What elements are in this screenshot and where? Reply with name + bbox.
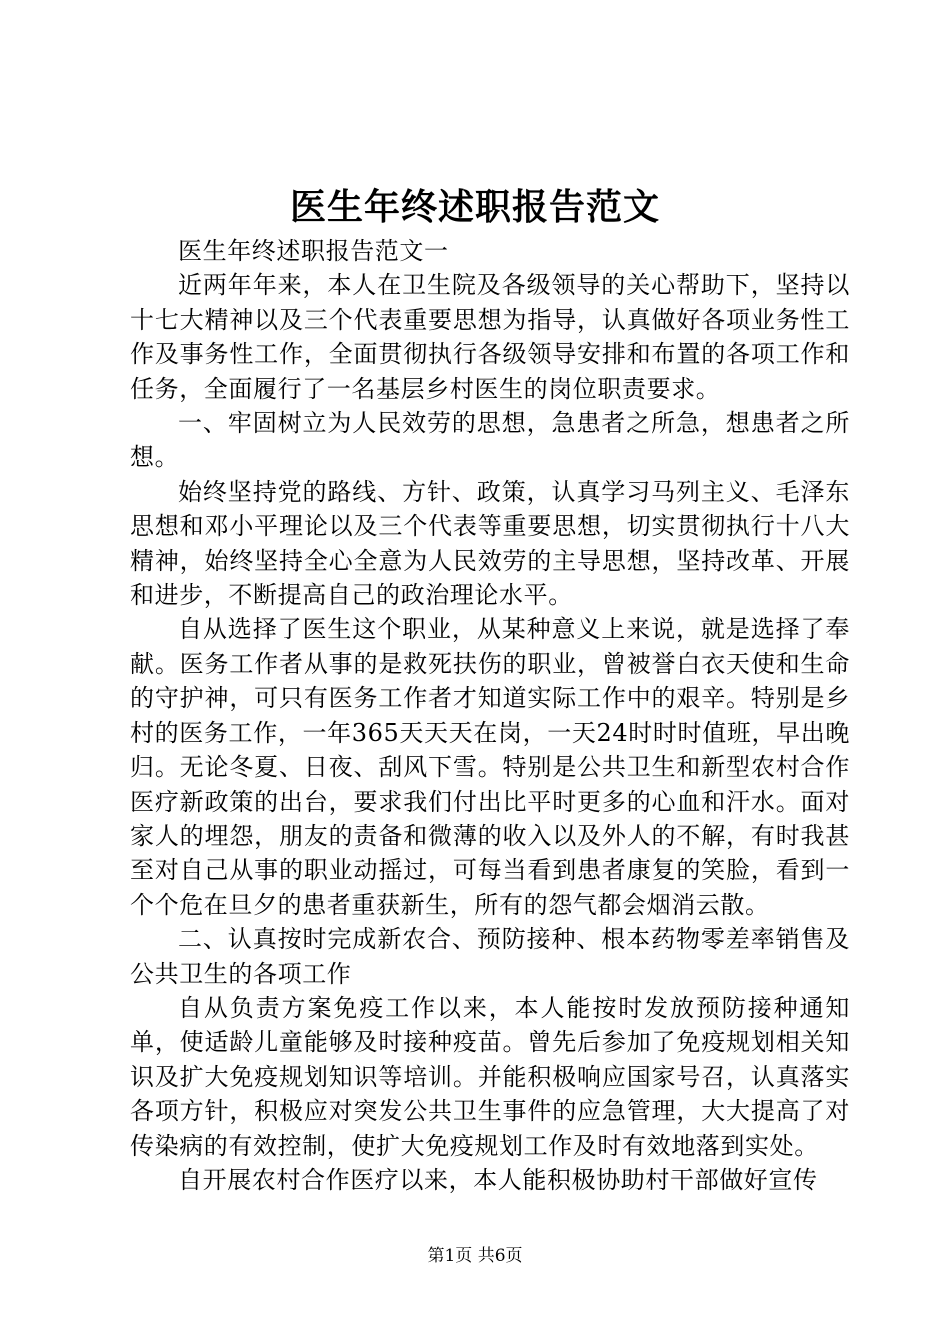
paragraph-dedication: 自从选择了医生这个职业，从某种意义上来说，就是选择了奉献。医务工作者从事的是救死扶伤的职业，曾被誉白衣天使和生命的守护神，可只有医务工作者才知道实际工作中的艰辛。特别是乡村的医务工作，一年365天天天在岗，一天24时时时值班，早出晚归。无论冬夏、日夜、刮风下雪。特别是公共卫生和新型农村合作医疗新政策的出台，要求我们付出比平时更多的心血和汗水。面对家人的埋怨，朋友的责备和微薄的收入以及外人的不解，有时我甚至对自己从事的职业动摇过，可每当看到患者康复的笑脸，看到一个个危在旦夕的患者重获新生，所有的怨气都会烟消云散。 — [130, 615, 850, 919]
section-heading-1: 一、牢固树立为人民效劳的思想，急患者之所急，想患者之所想。 — [130, 409, 850, 472]
page-number-footer: 第1页 共6页 — [427, 1246, 523, 1266]
document-body — [130, 234, 850, 1197]
paragraph-intro: 近两年年来，本人在卫生院及各级领导的关心帮助下，坚持以十七大精神以及三个代表重要思想为指导，认真做好各项业务性工作及事务性工作，全面贯彻执行各级领导安排和布置的各项工作和任务，全面履行了一名基层乡村医生的岗位职责要求。 — [130, 271, 850, 403]
document-title: 医生年终述职报告范文 — [289, 186, 660, 228]
paragraph-subtitle: 医生年终述职报告范文一 — [178, 237, 449, 265]
paragraph-cooperative-medical: 自开展农村合作医疗以来，本人能积极协助村干部做好宣传 — [178, 1165, 818, 1194]
paragraph-political: 始终坚持党的路线、方针、政策，认真学习马列主义、毛泽东思想和邓小平理论以及三个代表等重要思想，切实贯彻执行十八大精神，始终坚持全心全意为人民效劳的主导思想，坚持改革、开展和进步，不断提高自己的政治理论水平。 — [130, 477, 850, 610]
paragraph-immunization: 自从负责方案免疫工作以来，本人能按时发放预防接种通知单，使适龄儿童能够及时接种疫苗。曾先后参加了免疫规划相关知识及扩大免疫规划知识等培训。并能积极响应国家号召，认真落实各项方针，积极应对突发公共卫生事件的应急管理，大大提高了对传染病的有效控制，使扩大免疫规划工作及时有效地落到实处。 — [130, 993, 850, 1160]
section-heading-2: 二、认真按时完成新农合、预防接种、根本药物零差率销售及公共卫生的各项工作 — [130, 925, 850, 988]
